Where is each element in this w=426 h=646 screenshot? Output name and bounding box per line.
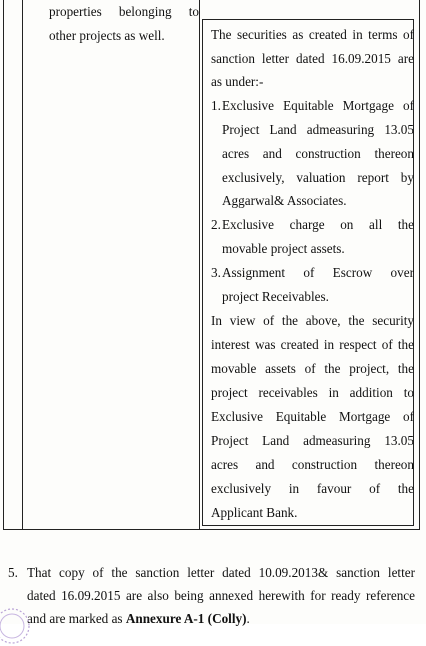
list-item-line: acres and construction thereon [222, 146, 414, 161]
list-item-number: 3. [211, 265, 221, 280]
paragraph-text: and are marked as [27, 611, 126, 626]
conclusion-line: exclusively in favour of the [211, 481, 414, 496]
conclusion-line: acres and construction thereon [211, 457, 414, 472]
right-cell-intro-line: sanction letter dated 16.09.2015 are [211, 51, 414, 66]
left-cell-line: properties belonging to [49, 4, 199, 19]
paragraph-line [27, 611, 415, 627]
paragraph-text: . [246, 611, 250, 626]
table-column-divider-left [22, 0, 23, 529]
list-item-number: 1. [211, 98, 221, 113]
right-cell-intro-line: The securities as created in terms of [211, 27, 414, 42]
list-item-line: Assignment of Escrow over [222, 265, 414, 280]
annexure-reference: Annexure A-1 (Colly) [125, 611, 247, 626]
list-item-line: Aggarwal& Associates. [222, 193, 347, 208]
stamp-fragment-icon [0, 606, 32, 646]
conclusion-line: Exclusive Equitable Mortgage of [211, 409, 414, 424]
list-item-line: Exclusive charge on all the [222, 217, 414, 232]
list-item-line: project Receivables. [222, 289, 329, 304]
conclusion-line: In view of the above, the security [211, 313, 414, 328]
paragraph-line: That copy of the sanction letter dated 10.09.2013& sanction letter [27, 565, 415, 580]
conclusion-line: Applicant Bank. [211, 505, 298, 520]
list-item-line: movable project assets. [222, 241, 345, 256]
left-cell-line: other projects as well. [49, 28, 165, 43]
list-item-line: Project Land admeasuring 13.05 [222, 122, 414, 137]
conclusion-line: movable assets of the project, the [211, 361, 414, 376]
paragraph-number: 5. [8, 565, 18, 580]
conclusion-line: project receivables in addition to [211, 385, 414, 400]
list-item-line: Exclusive Equitable Mortgage of [222, 98, 414, 113]
list-item-line: exclusively, valuation report by [222, 170, 414, 185]
right-cell-intro-line: as under:- [211, 74, 264, 89]
conclusion-line: Project Land admeasuring 13.05 [211, 433, 414, 448]
paragraph-line: dated 16.09.2015 are also being annexed herewith for ready reference [27, 588, 415, 603]
table-column-divider-middle [199, 0, 200, 529]
conclusion-line: interest was created in respect of the [211, 337, 414, 352]
list-item-number: 2. [211, 217, 221, 232]
